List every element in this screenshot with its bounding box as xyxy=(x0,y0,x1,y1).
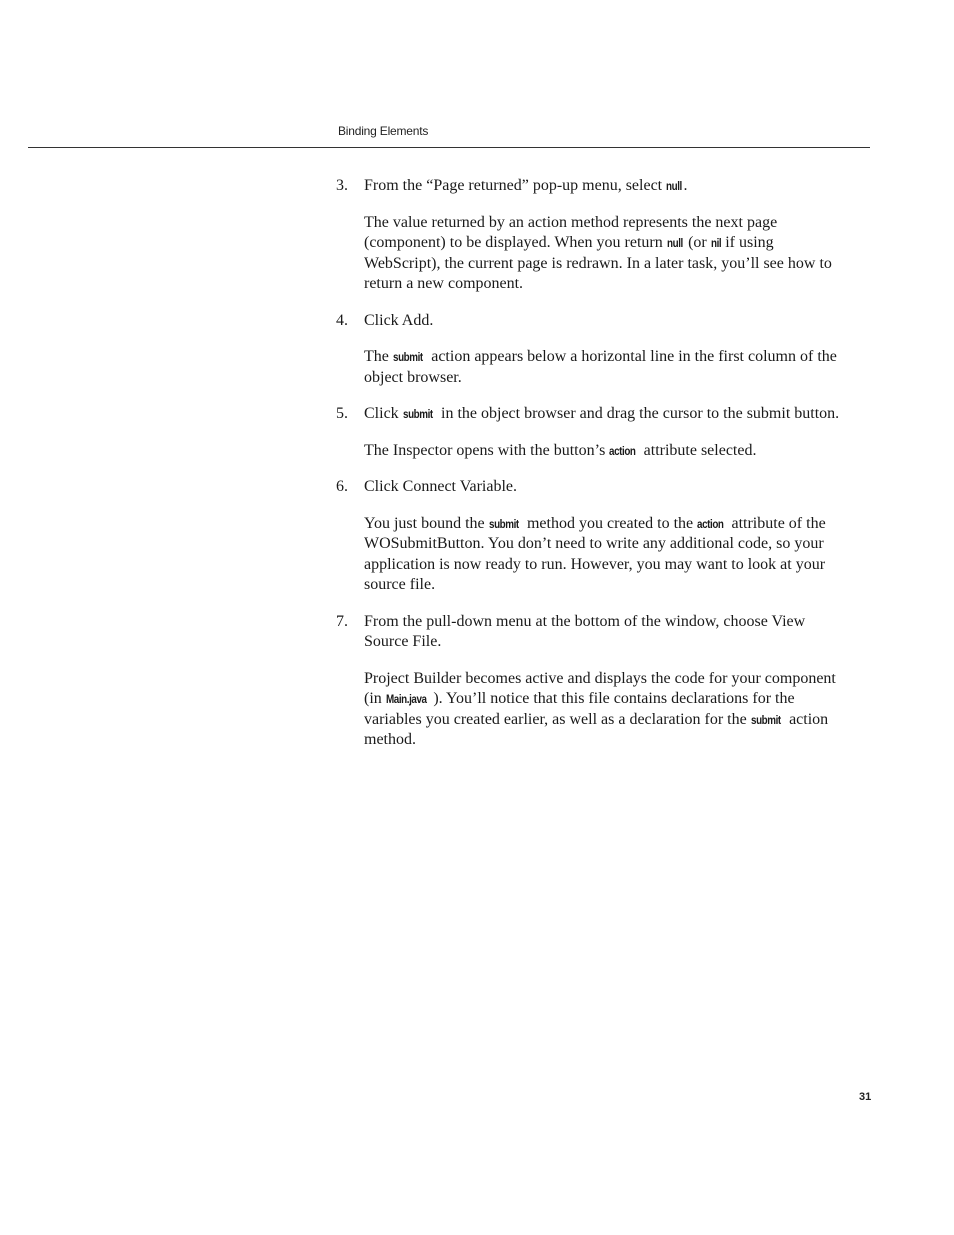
code-action: action xyxy=(697,516,724,531)
detail-text: method you created to the xyxy=(522,514,698,532)
step-text: in the object browser and drag the cursor to the submit button. xyxy=(437,405,840,422)
step-text: From the pull-down menu at the bottom of the window, choose View Source File. xyxy=(364,612,806,650)
step-number: 4. xyxy=(336,311,348,329)
header-rule xyxy=(28,147,870,148)
step-3-detail xyxy=(336,213,846,295)
step-text: . xyxy=(683,177,688,194)
detail-text: action appears below a horizontal line in the first column of the object browser. xyxy=(364,348,837,386)
step-number: 7. xyxy=(336,612,348,630)
code-submit: submit xyxy=(392,350,423,364)
step-4 xyxy=(336,311,846,332)
detail-text: attribute of the WOSubmitButton. You don’t need to write any additional code, so your application is now ready to run. However, you may want to look at your source file. xyxy=(364,514,826,593)
detail-text: ). You’ll notice that this file contains declarations for the variables you created earlier, as well as a declaration for the xyxy=(364,690,795,728)
code-null: null xyxy=(666,236,683,250)
step-number: 6. xyxy=(336,478,348,495)
code-main-java: Main.java xyxy=(385,692,427,706)
running-header: Binding Elements xyxy=(338,124,429,138)
step-7-detail xyxy=(336,669,846,751)
step-text: Click Add. xyxy=(364,311,434,329)
detail-text: Project Builder becomes active and displays the code for your component (in xyxy=(364,669,836,707)
step-text: Click xyxy=(364,405,403,422)
step-text: Click Connect Variable. xyxy=(364,478,517,495)
detail-text: attribute selected. xyxy=(639,441,757,459)
code-submit: submit xyxy=(488,516,519,531)
step-6-detail xyxy=(336,514,846,596)
step-5-detail xyxy=(336,441,846,462)
step-number: 3. xyxy=(336,177,348,194)
code-nil: nil xyxy=(710,236,721,250)
detail-text: if using WebScript), the current page is redrawn. In a later task, you’ll see how to return a new component. xyxy=(364,234,832,292)
code-null: null xyxy=(666,179,682,193)
detail-text: You just bound the xyxy=(364,514,489,532)
step-7 xyxy=(336,612,846,653)
code-action: action xyxy=(609,443,636,458)
code-submit: submit xyxy=(750,712,781,727)
detail-text: The Inspector opens with the button’s xyxy=(364,441,610,459)
step-3 xyxy=(336,176,846,197)
step-number: 5. xyxy=(336,405,348,422)
page-number: 31 xyxy=(859,1091,872,1103)
page-content xyxy=(336,176,846,751)
step-5 xyxy=(336,404,846,425)
step-4-detail xyxy=(336,347,846,388)
code-submit: submit xyxy=(402,407,433,421)
detail-text: action method. xyxy=(364,710,829,748)
detail-text: (or xyxy=(684,234,711,251)
step-text: From the “Page returned” pop-up menu, select xyxy=(364,177,667,194)
step-6 xyxy=(336,477,846,498)
detail-text: The value returned by an action method represents the next page (component) to be displayed. When you return xyxy=(364,213,778,251)
detail-text: The xyxy=(364,348,393,365)
